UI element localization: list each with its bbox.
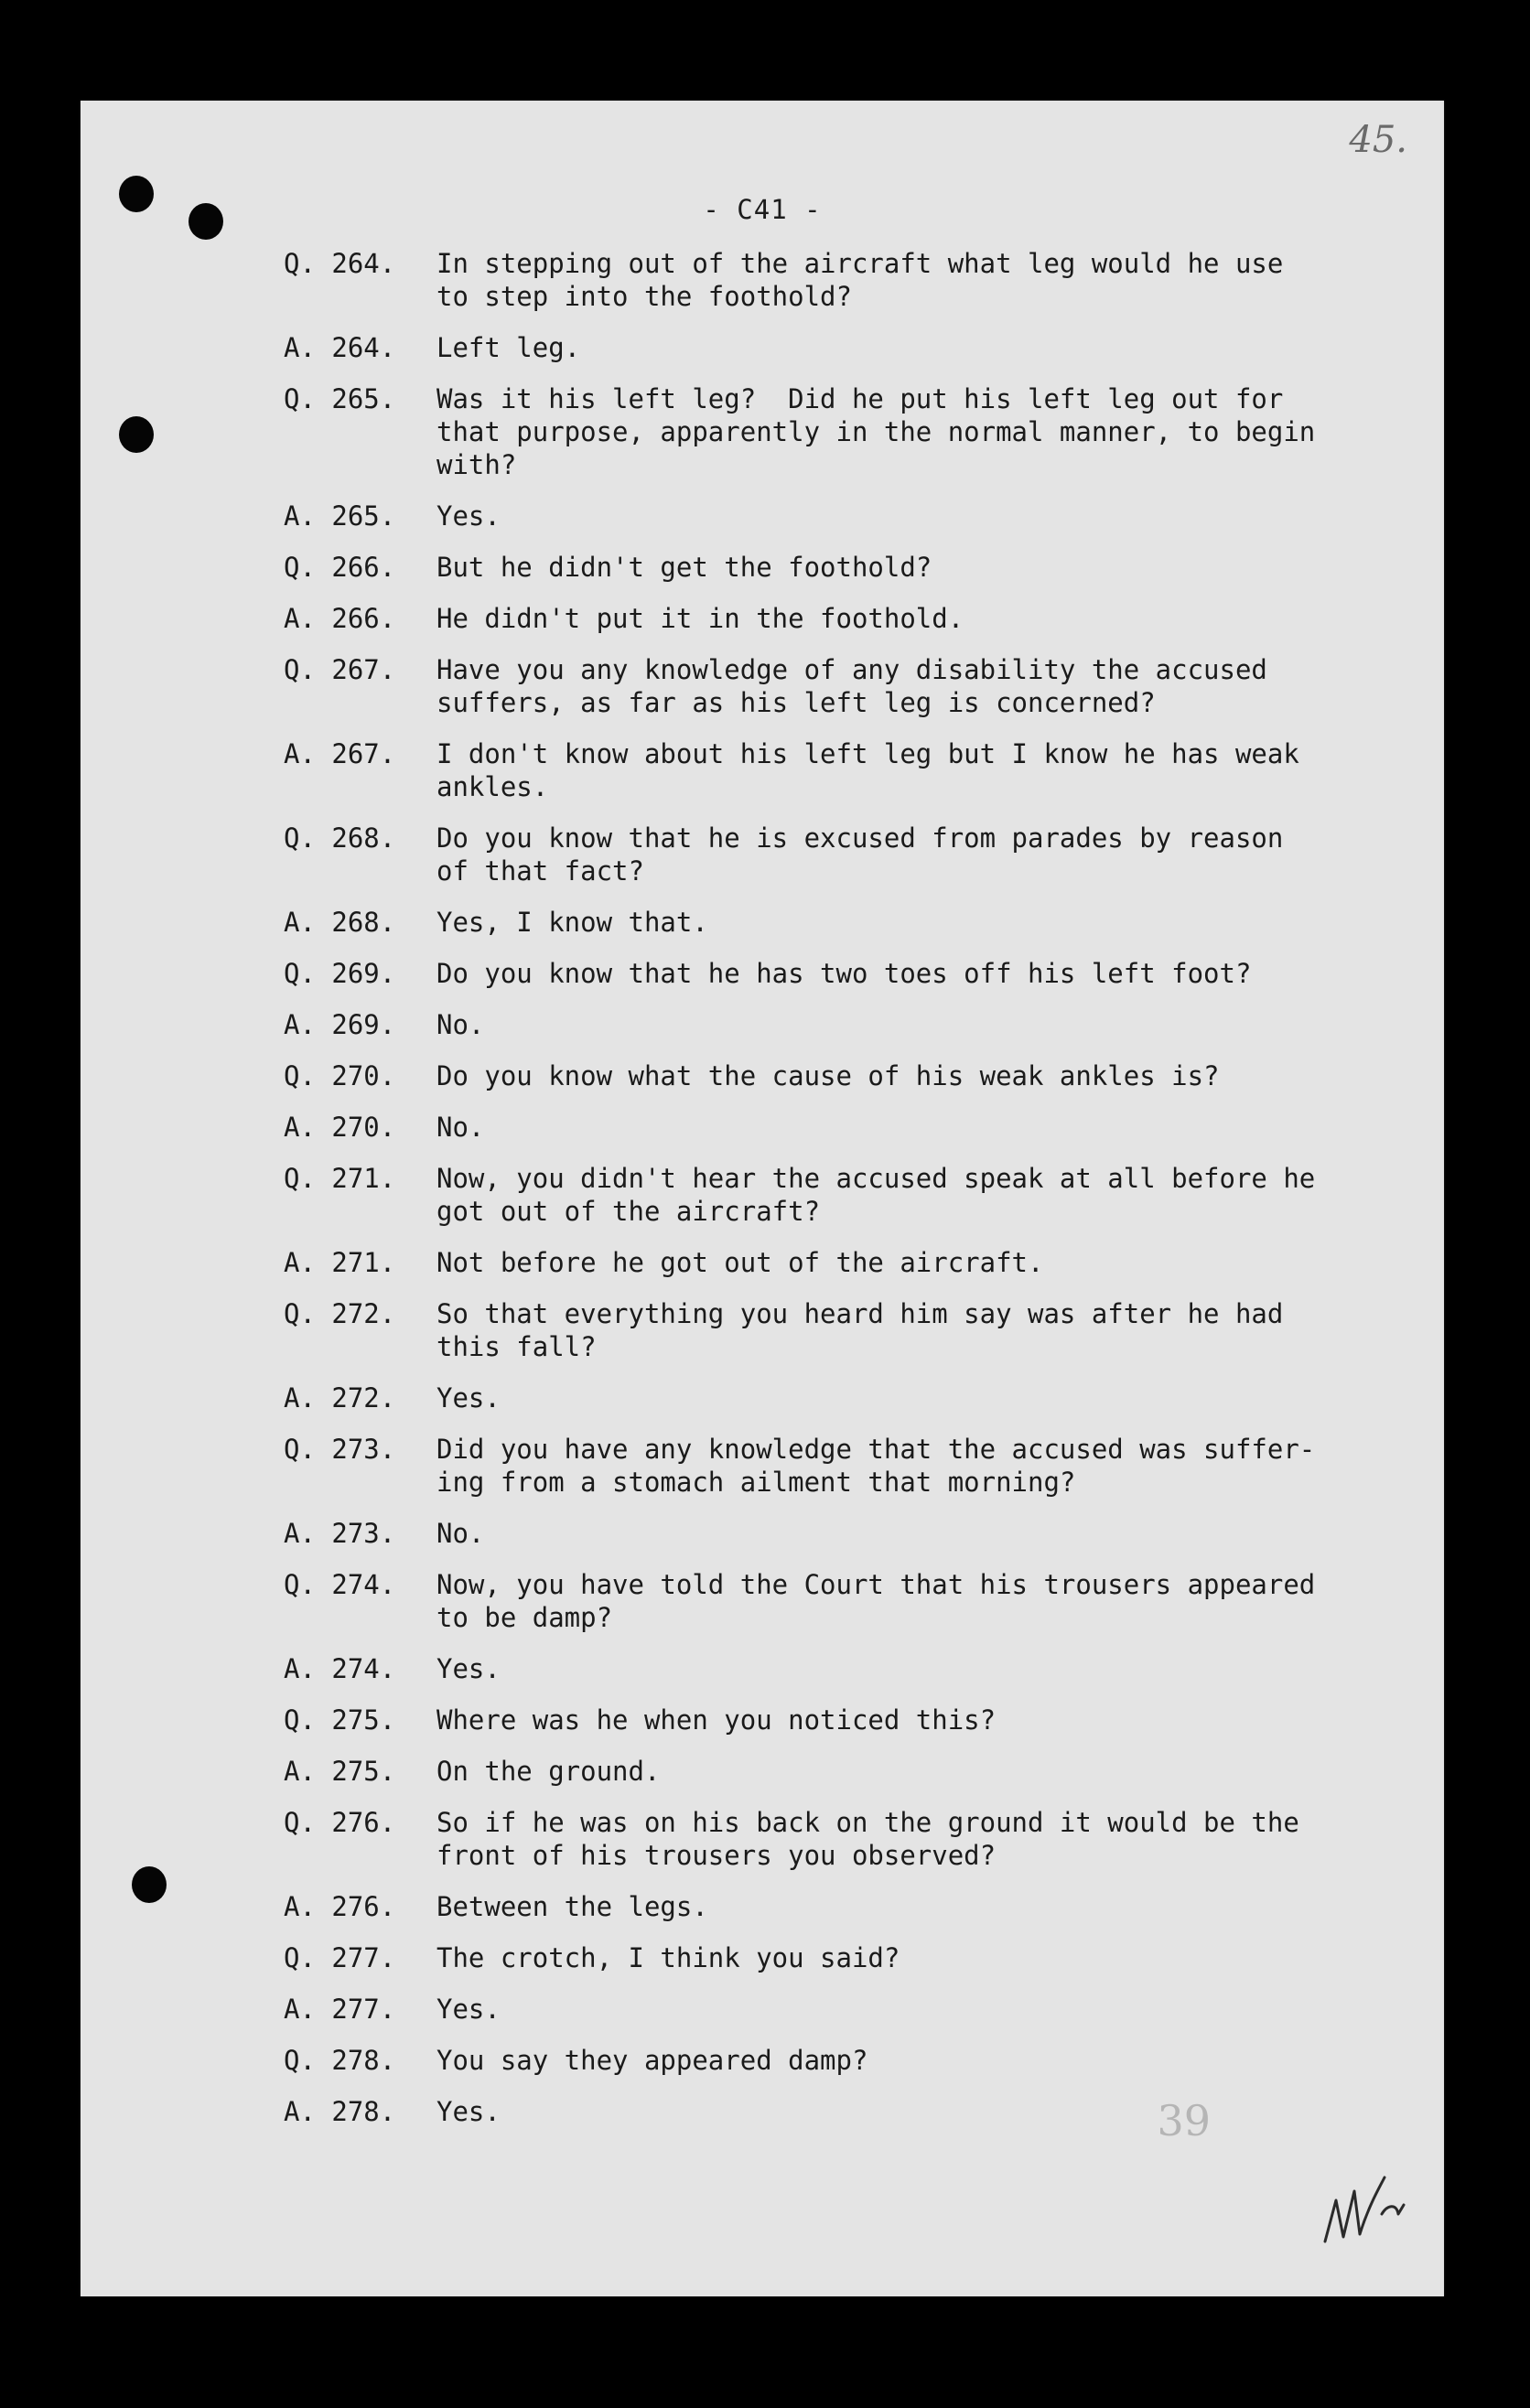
entry-text: The crotch, I think you said? bbox=[436, 1942, 900, 1973]
answer-entry bbox=[284, 1652, 1382, 1685]
entry-text: Have you any knowledge of any disability the accused suffers, as far as his left leg is concerned? bbox=[436, 654, 1267, 718]
question-entry bbox=[284, 382, 1382, 481]
entry-label: A. 276. bbox=[284, 1891, 396, 1922]
entry-text: Yes, I know that. bbox=[436, 907, 708, 938]
entry-label: A. 271. bbox=[284, 1247, 396, 1278]
entry-label: A. 277. bbox=[284, 1994, 396, 2025]
answer-entry bbox=[284, 1993, 1382, 2026]
entry-text: Yes. bbox=[436, 2096, 501, 2127]
entry-text: I don't know about his left leg but I know he has weak ankles. bbox=[436, 738, 1299, 802]
question-entry bbox=[284, 1433, 1382, 1499]
question-entry bbox=[284, 247, 1382, 313]
entry-label: A. 270. bbox=[284, 1112, 396, 1143]
answer-entry bbox=[284, 500, 1382, 532]
question-entry bbox=[284, 1297, 1382, 1363]
entry-label: A. 267. bbox=[284, 738, 396, 769]
punch-hole bbox=[119, 416, 154, 453]
entry-text: Left leg. bbox=[436, 332, 581, 363]
entry-label: Q. 277. bbox=[284, 1942, 396, 1973]
stamp-number: 39 bbox=[1157, 2096, 1211, 2145]
answer-entry bbox=[284, 1008, 1382, 1041]
question-entry bbox=[284, 2044, 1382, 2077]
entry-text: On the ground. bbox=[436, 1756, 661, 1787]
answer-entry bbox=[284, 602, 1382, 635]
entry-label: A. 272. bbox=[284, 1382, 396, 1414]
entry-text: So that everything you heard him say was after he had this fall? bbox=[436, 1298, 1284, 1362]
entry-label: Q. 274. bbox=[284, 1569, 396, 1600]
answer-entry bbox=[284, 1755, 1382, 1788]
entry-label: A. 265. bbox=[284, 500, 396, 532]
answer-entry bbox=[284, 737, 1382, 803]
entry-label: Q. 276. bbox=[284, 1807, 396, 1838]
entry-text: Was it his left leg? Did he put his left leg out for that purpose, apparently in the normal manner, to begin with? bbox=[436, 383, 1316, 480]
entry-text: Yes. bbox=[436, 1653, 501, 1684]
entry-text: He didn't put it in the foothold. bbox=[436, 603, 964, 634]
entry-label: Q. 278. bbox=[284, 2045, 396, 2076]
question-entry bbox=[284, 653, 1382, 719]
entry-label: A. 278. bbox=[284, 2096, 396, 2127]
entry-text: Do you know what the cause of his weak ankles is? bbox=[436, 1060, 1220, 1091]
question-entry bbox=[284, 822, 1382, 887]
entry-label: Q. 270. bbox=[284, 1060, 396, 1091]
entry-text: Now, you have told the Court that his trousers appeared to be damp? bbox=[436, 1569, 1316, 1633]
entry-label: A. 268. bbox=[284, 907, 396, 938]
question-entry bbox=[284, 1059, 1382, 1092]
question-entry bbox=[284, 1704, 1382, 1736]
question-entry bbox=[284, 1806, 1382, 1872]
entry-text: In stepping out of the aircraft what leg would he use to step into the foothold? bbox=[436, 248, 1284, 312]
entry-label: Q. 268. bbox=[284, 822, 396, 854]
question-entry bbox=[284, 551, 1382, 584]
entry-text: Not before he got out of the aircraft. bbox=[436, 1247, 1044, 1278]
question-entry bbox=[284, 1941, 1382, 1974]
entry-label: A. 274. bbox=[284, 1653, 396, 1684]
entry-text: Between the legs. bbox=[436, 1891, 708, 1922]
entry-label: Q. 267. bbox=[284, 654, 396, 685]
entry-text: Do you know that he has two toes off his left foot? bbox=[436, 958, 1252, 989]
entry-label: Q. 264. bbox=[284, 248, 396, 279]
answer-entry bbox=[284, 1111, 1382, 1144]
answer-entry bbox=[284, 2095, 1382, 2128]
entry-text: Where was he when you noticed this? bbox=[436, 1704, 997, 1736]
entry-text: You say they appeared damp? bbox=[436, 2045, 868, 2076]
entry-text: So if he was on his back on the ground it would be the front of his trousers you observed? bbox=[436, 1807, 1299, 1871]
entry-label: A. 269. bbox=[284, 1009, 396, 1040]
punch-hole bbox=[132, 1866, 167, 1903]
answer-entry bbox=[284, 906, 1382, 939]
question-entry bbox=[284, 1568, 1382, 1634]
entry-text: Yes. bbox=[436, 500, 501, 532]
document-page bbox=[81, 101, 1444, 2296]
entry-text: Now, you didn't hear the accused speak at all before he got out of the aircraft? bbox=[436, 1163, 1316, 1227]
testimony-list bbox=[284, 247, 1382, 2146]
entry-text: But he didn't get the foothold? bbox=[436, 552, 932, 583]
entry-text: Do you know that he is excused from parades by reason of that fact? bbox=[436, 822, 1284, 887]
page-number: - C41 - bbox=[703, 194, 822, 225]
entry-text: Yes. bbox=[436, 1382, 501, 1414]
entry-label: A. 273. bbox=[284, 1518, 396, 1549]
entry-label: A. 275. bbox=[284, 1756, 396, 1787]
answer-entry bbox=[284, 331, 1382, 364]
entry-label: Q. 272. bbox=[284, 1298, 396, 1329]
entry-label: Q. 266. bbox=[284, 552, 396, 583]
entry-label: A. 264. bbox=[284, 332, 396, 363]
entry-label: Q. 265. bbox=[284, 383, 396, 414]
entry-text: Yes. bbox=[436, 1994, 501, 2025]
entry-label: Q. 275. bbox=[284, 1704, 396, 1736]
handwritten-initials bbox=[1316, 2150, 1417, 2251]
question-entry bbox=[284, 957, 1382, 990]
entry-label: Q. 271. bbox=[284, 1163, 396, 1194]
entry-text: No. bbox=[436, 1009, 485, 1040]
answer-entry bbox=[284, 1517, 1382, 1550]
entry-label: Q. 273. bbox=[284, 1434, 396, 1465]
answer-entry bbox=[284, 1246, 1382, 1279]
entry-text: No. bbox=[436, 1518, 485, 1549]
answer-entry bbox=[284, 1381, 1382, 1414]
question-entry bbox=[284, 1162, 1382, 1228]
folio-number: 45. bbox=[1349, 119, 1407, 161]
entry-label: Q. 269. bbox=[284, 958, 396, 989]
entry-text: No. bbox=[436, 1112, 485, 1143]
entry-label: A. 266. bbox=[284, 603, 396, 634]
entry-text: Did you have any knowledge that the accused was suffer- ing from a stomach ailment that morning? bbox=[436, 1434, 1316, 1498]
answer-entry bbox=[284, 1890, 1382, 1923]
